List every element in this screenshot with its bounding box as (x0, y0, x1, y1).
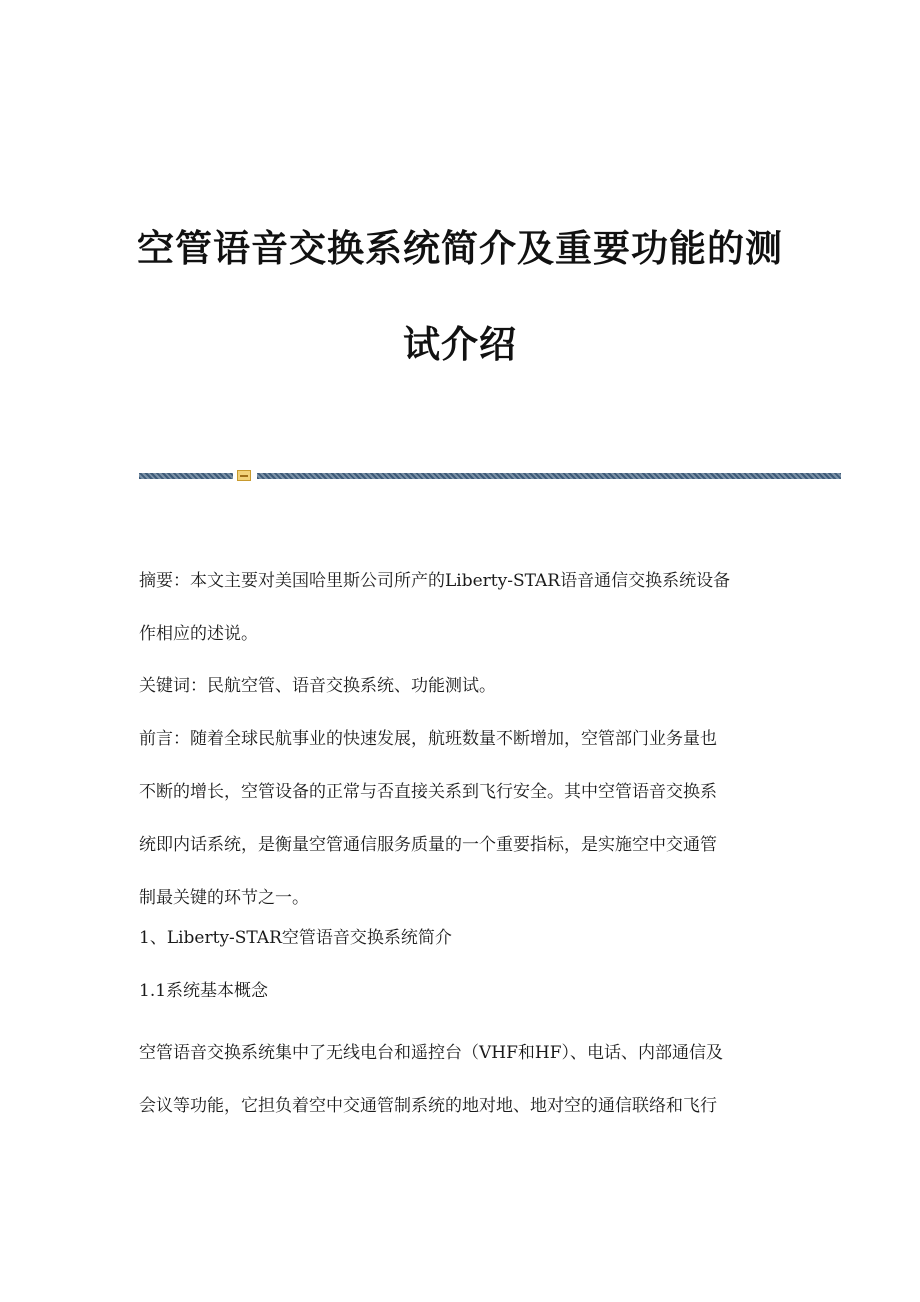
keywords-paragraph (139, 660, 779, 713)
keywords-line: 关键词：民航空管、语音交换系统、功能测试。 (139, 676, 496, 696)
preface-line: 统即内话系统，是衡量空管通信服务质量的一个重要指标，是实施空中交通管 (139, 835, 717, 855)
preface-line: 前言：随着全球民航事业的快速发展，航班数量不断增加，空管部门业务量也 (139, 729, 717, 749)
body-line: 空管语音交换系统集中了无线电台和遥控台（VHF和HF）、电话、内部通信及 (139, 1043, 724, 1063)
divider-bar-right (257, 473, 841, 479)
preface-paragraph (139, 713, 779, 925)
section-1-heading-text: 1、Liberty-STAR空管语音交换系统简介 (139, 928, 452, 948)
divider-ornament-icon (237, 470, 251, 481)
document-title-line-1: 空管语音交换系统简介及重要功能的测 (137, 227, 783, 270)
preface-line: 制最关键的环节之一。 (139, 888, 309, 908)
divider-bar-left (139, 473, 233, 479)
body-paragraph (139, 1027, 779, 1133)
body-line: 会议等功能，它担负着空中交通管制系统的地对地、地对空的通信联络和飞行 (139, 1096, 717, 1116)
document-title-line-2: 试介绍 (403, 323, 517, 366)
abstract-line: 作相应的述说。 (139, 624, 258, 644)
section-1-1-heading-text: 1.1系统基本概念 (139, 981, 269, 1001)
preface-line: 不断的增长，空管设备的正常与否直接关系到飞行安全。其中空管语音交换系 (139, 782, 717, 802)
abstract-paragraph (139, 555, 779, 661)
section-1-1-heading (139, 965, 779, 1018)
abstract-line: 摘要：本文主要对美国哈里斯公司所产的Liberty-STAR语音通信交换系统设备 (139, 571, 731, 591)
title-divider (139, 470, 841, 482)
section-1-heading (139, 912, 779, 965)
